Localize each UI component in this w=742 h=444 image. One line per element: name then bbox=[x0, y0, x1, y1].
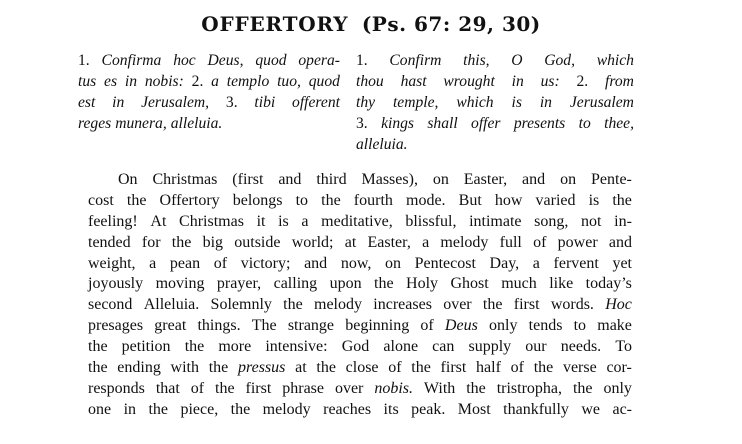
word: a bbox=[532, 254, 540, 272]
word: thou bbox=[356, 73, 384, 90]
word: ac- bbox=[612, 400, 632, 418]
word: feeling! bbox=[88, 212, 138, 230]
word: on bbox=[560, 171, 577, 188]
word: the bbox=[208, 359, 229, 377]
word: Confirm bbox=[389, 52, 442, 69]
word: and bbox=[522, 171, 546, 188]
word: kings bbox=[381, 115, 414, 132]
word: O bbox=[511, 52, 523, 69]
word: alone bbox=[383, 338, 419, 356]
word: offerent bbox=[292, 94, 340, 111]
word: Deus bbox=[444, 317, 478, 335]
word: Deus, bbox=[207, 52, 244, 69]
word: alleluia. bbox=[356, 136, 408, 153]
word: blissful, bbox=[405, 212, 457, 230]
word: the bbox=[321, 191, 341, 209]
word: verse bbox=[562, 359, 597, 377]
heading-psalm-reference: (Ps. 67: 29, 30) bbox=[361, 12, 541, 36]
word: reges bbox=[78, 115, 112, 132]
section-heading bbox=[0, 12, 742, 36]
word: melody bbox=[440, 233, 489, 251]
word: the bbox=[126, 191, 147, 209]
word: tends bbox=[528, 317, 563, 335]
word: the bbox=[533, 359, 554, 377]
word: words. bbox=[550, 296, 594, 314]
word: the bbox=[215, 379, 235, 397]
word: Confirma bbox=[101, 52, 162, 69]
word: melody bbox=[262, 400, 311, 418]
word: on bbox=[432, 171, 449, 188]
word: things. bbox=[197, 317, 241, 335]
word: the bbox=[316, 359, 336, 377]
word: only bbox=[603, 379, 632, 397]
word: wrought bbox=[443, 73, 495, 90]
word: phrase bbox=[282, 379, 324, 397]
word: only bbox=[489, 317, 518, 335]
word: tuo, bbox=[277, 73, 301, 90]
word: is bbox=[588, 191, 600, 209]
word: full bbox=[499, 233, 522, 251]
latin-line bbox=[78, 92, 340, 113]
word: (first bbox=[232, 171, 264, 188]
word: of bbox=[388, 359, 402, 377]
word: nobis: bbox=[144, 73, 184, 90]
word: upon bbox=[329, 275, 362, 293]
word: and bbox=[304, 254, 328, 272]
word: reaches bbox=[323, 400, 372, 418]
word: the bbox=[283, 296, 303, 314]
latin-line bbox=[78, 71, 340, 92]
word: tristropha, bbox=[496, 379, 563, 397]
word: Solemnly bbox=[210, 296, 272, 314]
word: Masses), bbox=[361, 171, 418, 188]
word: At bbox=[150, 212, 167, 230]
word: But bbox=[458, 191, 482, 209]
word: shall bbox=[427, 115, 458, 132]
word: strange bbox=[287, 317, 335, 335]
word: With bbox=[423, 379, 456, 397]
word: the bbox=[374, 275, 394, 293]
word: great bbox=[154, 317, 187, 335]
word: increases bbox=[373, 296, 432, 314]
paragraph-line bbox=[88, 295, 632, 316]
word: Holy bbox=[406, 275, 439, 293]
word: is bbox=[511, 94, 522, 111]
word: Easter, bbox=[463, 171, 508, 188]
word: intensive: bbox=[265, 338, 328, 356]
word: to bbox=[573, 317, 587, 335]
english-translation-column bbox=[356, 50, 634, 155]
paragraph-line bbox=[88, 337, 632, 358]
word: To bbox=[615, 338, 632, 356]
paragraph-line bbox=[88, 170, 632, 191]
word: our bbox=[525, 338, 547, 356]
word: pean bbox=[169, 254, 201, 272]
word: second bbox=[88, 296, 133, 314]
word: offer bbox=[471, 115, 501, 132]
word: much bbox=[501, 275, 537, 293]
word: peak. bbox=[411, 400, 446, 418]
word: us: bbox=[540, 73, 560, 90]
word: quod bbox=[308, 73, 340, 90]
word: God, bbox=[544, 52, 575, 69]
word: this, bbox=[463, 52, 490, 69]
word: the bbox=[411, 359, 431, 377]
word: meditative, bbox=[321, 212, 393, 230]
word: supply bbox=[468, 338, 512, 356]
word: can bbox=[432, 338, 455, 356]
word: calling bbox=[273, 275, 318, 293]
word: Offertory bbox=[159, 191, 220, 209]
word: hast bbox=[400, 73, 427, 90]
word: at bbox=[295, 359, 307, 377]
word: Hoc bbox=[605, 296, 632, 314]
word: in bbox=[511, 73, 524, 90]
word: and bbox=[278, 171, 302, 188]
word: mode. bbox=[406, 191, 446, 209]
word: in bbox=[123, 400, 137, 418]
word: the bbox=[184, 338, 205, 356]
word: thee, bbox=[604, 115, 634, 132]
word: third bbox=[316, 171, 347, 188]
word: first bbox=[440, 359, 467, 377]
word: at bbox=[344, 233, 357, 251]
word: is bbox=[278, 212, 289, 230]
word: On bbox=[118, 171, 138, 188]
word: it bbox=[256, 212, 266, 230]
word: 3. bbox=[225, 94, 238, 111]
word: we bbox=[581, 400, 601, 418]
paragraph-line bbox=[88, 316, 632, 337]
word: for bbox=[141, 233, 161, 251]
paragraph-line bbox=[88, 274, 632, 295]
word: half bbox=[476, 359, 501, 377]
word: song, bbox=[534, 212, 569, 230]
word: joyously bbox=[88, 275, 144, 293]
word: intimate bbox=[469, 212, 522, 230]
word: Alleluia. bbox=[143, 296, 200, 314]
word: est bbox=[78, 94, 96, 111]
word: templo bbox=[226, 73, 270, 90]
word: a bbox=[301, 212, 309, 230]
word: that bbox=[155, 379, 180, 397]
word: of bbox=[190, 379, 205, 397]
word: God bbox=[341, 338, 370, 356]
english-line bbox=[356, 113, 634, 134]
word: Christmas bbox=[179, 212, 244, 230]
english-line bbox=[356, 50, 634, 71]
word: a bbox=[422, 233, 430, 251]
latin-line bbox=[78, 50, 340, 71]
word: tibi bbox=[254, 94, 276, 111]
word: of bbox=[213, 254, 228, 272]
word: to bbox=[578, 115, 591, 132]
word: with bbox=[170, 359, 199, 377]
word: today’s bbox=[585, 275, 632, 293]
word: weight, bbox=[88, 254, 136, 272]
word: Day, bbox=[489, 254, 520, 272]
word: 2. bbox=[191, 73, 204, 90]
word: Ghost bbox=[450, 275, 489, 293]
word: tended bbox=[88, 233, 131, 251]
word: Jerusalem bbox=[569, 94, 634, 111]
word: over bbox=[334, 379, 364, 397]
word: from bbox=[605, 73, 634, 90]
word: yet bbox=[612, 254, 632, 272]
word: The bbox=[251, 317, 277, 335]
word: ending bbox=[117, 359, 161, 377]
word: melody bbox=[314, 296, 362, 314]
word: the bbox=[482, 296, 503, 314]
word: its bbox=[383, 400, 399, 418]
word: now, bbox=[340, 254, 372, 272]
word: fervent bbox=[553, 254, 599, 272]
word: Most bbox=[457, 400, 491, 418]
word: close bbox=[345, 359, 379, 377]
word: tus bbox=[78, 73, 97, 90]
word: a bbox=[149, 254, 157, 272]
word: on bbox=[384, 254, 401, 272]
paragraph-line bbox=[88, 212, 632, 233]
word: presages bbox=[88, 317, 144, 335]
word: power bbox=[557, 233, 598, 251]
word: more bbox=[218, 338, 252, 356]
word: opera- bbox=[298, 52, 340, 69]
latin-line bbox=[78, 113, 340, 134]
word: like bbox=[549, 275, 574, 293]
word: of bbox=[510, 359, 524, 377]
word: in bbox=[112, 94, 125, 111]
word: of bbox=[420, 317, 434, 335]
word: which bbox=[596, 52, 634, 69]
word: 1. bbox=[356, 52, 368, 69]
word: over bbox=[443, 296, 472, 314]
word: presents bbox=[513, 115, 566, 132]
word: piece, bbox=[180, 400, 219, 418]
word: petition bbox=[121, 338, 171, 356]
word: the bbox=[88, 338, 108, 356]
word: how bbox=[494, 191, 523, 209]
word: not bbox=[581, 212, 602, 230]
word: in bbox=[539, 94, 552, 111]
word: needs. bbox=[560, 338, 602, 356]
word: cost bbox=[88, 191, 114, 209]
word: es bbox=[104, 73, 118, 90]
english-line bbox=[356, 71, 634, 92]
paragraph-line bbox=[88, 400, 632, 421]
word: world; bbox=[291, 233, 334, 251]
word: the bbox=[148, 400, 169, 418]
word: varied bbox=[535, 191, 576, 209]
word: hoc bbox=[173, 52, 196, 69]
word: thankfully bbox=[503, 400, 569, 418]
word: the bbox=[88, 359, 108, 377]
word: the bbox=[171, 233, 192, 251]
word: munera, bbox=[115, 115, 167, 132]
word: 2. bbox=[576, 73, 589, 90]
word: which bbox=[456, 94, 494, 111]
word: Pente- bbox=[591, 171, 632, 188]
word: one bbox=[88, 400, 112, 418]
word: fourth bbox=[353, 191, 393, 209]
word: responds bbox=[88, 379, 145, 397]
word: the bbox=[230, 400, 251, 418]
english-line bbox=[356, 92, 634, 113]
word: the bbox=[612, 191, 632, 209]
word: make bbox=[597, 317, 632, 335]
word: prayer, bbox=[216, 275, 262, 293]
commentary-paragraph bbox=[88, 170, 632, 421]
paragraph-line bbox=[88, 233, 632, 254]
word: alleluia. bbox=[170, 115, 223, 132]
heading-title: OFFERTORY bbox=[201, 12, 349, 36]
paragraph-line bbox=[88, 379, 632, 400]
word: first bbox=[245, 379, 272, 397]
word: of bbox=[533, 233, 547, 251]
word: quod bbox=[255, 52, 287, 69]
word: and bbox=[608, 233, 632, 251]
word: thy bbox=[356, 94, 376, 111]
word: belongs bbox=[232, 191, 283, 209]
word: first bbox=[513, 296, 540, 314]
word: temple, bbox=[392, 94, 439, 111]
word: big bbox=[202, 233, 224, 251]
word: 3. bbox=[356, 115, 368, 132]
word: a bbox=[211, 73, 219, 90]
word: in- bbox=[614, 212, 632, 230]
word: to bbox=[295, 191, 309, 209]
word: nobis. bbox=[374, 379, 413, 397]
word: Easter, bbox=[367, 233, 411, 251]
word: victory; bbox=[240, 254, 291, 272]
word: the bbox=[466, 379, 486, 397]
word: in bbox=[124, 73, 137, 90]
word: 1. bbox=[78, 52, 90, 69]
paragraph-line bbox=[88, 254, 632, 275]
paragraph-line bbox=[88, 191, 632, 212]
word: Pentecost bbox=[414, 254, 476, 272]
word: Jerusalem, bbox=[141, 94, 210, 111]
word: outside bbox=[234, 233, 281, 251]
english-line bbox=[356, 134, 634, 155]
word: Christmas bbox=[152, 171, 218, 188]
word: beginning bbox=[345, 317, 410, 335]
paragraph-line bbox=[88, 358, 632, 379]
word: the bbox=[572, 379, 593, 397]
word: cor- bbox=[606, 359, 632, 377]
word: moving bbox=[155, 275, 205, 293]
latin-text-column bbox=[78, 50, 340, 134]
word: pressus bbox=[237, 359, 286, 377]
